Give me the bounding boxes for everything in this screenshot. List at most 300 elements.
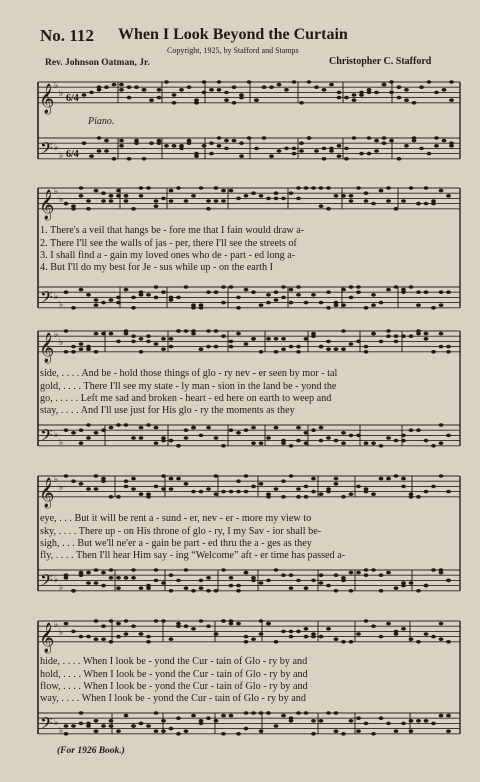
flat-sign: ♭	[59, 583, 64, 593]
note-head	[299, 101, 304, 105]
note-head	[221, 334, 226, 338]
note-head	[394, 340, 399, 344]
note-head	[409, 428, 414, 432]
note-head	[139, 194, 144, 198]
note-head	[157, 96, 162, 100]
note-head	[424, 290, 429, 294]
note-head	[274, 568, 279, 572]
note-head	[386, 477, 391, 481]
note-head	[334, 194, 339, 198]
note-head	[244, 428, 249, 432]
note-head	[296, 495, 301, 499]
note-head	[259, 619, 264, 623]
flat-sign: ♭	[54, 143, 59, 153]
note-head	[109, 426, 114, 430]
note-head	[202, 144, 207, 148]
note-head	[169, 296, 174, 300]
note-head	[431, 350, 436, 354]
note-head	[319, 719, 324, 723]
flat-sign: ♭	[59, 89, 64, 99]
note-head	[101, 428, 106, 432]
note-head	[89, 91, 94, 95]
note-head	[386, 334, 391, 338]
flat-sign: ♭	[54, 575, 59, 585]
note-head	[139, 186, 144, 190]
note-head	[364, 306, 369, 310]
note-head	[416, 428, 421, 432]
note-head	[109, 194, 114, 198]
note-head	[439, 303, 444, 307]
note-head	[334, 477, 339, 481]
note-head	[412, 101, 417, 105]
note-head	[79, 194, 84, 198]
note-head	[131, 306, 136, 310]
note-head	[71, 207, 76, 211]
note-head	[206, 716, 211, 720]
note-head	[101, 624, 106, 628]
note-head	[86, 487, 91, 491]
note-head	[446, 345, 451, 349]
flat-sign: ♭	[54, 81, 59, 91]
note-head	[334, 482, 339, 486]
note-head	[311, 632, 316, 636]
note-head	[94, 189, 99, 193]
note-head	[356, 186, 361, 190]
note-head	[206, 487, 211, 491]
note-head	[439, 474, 444, 478]
note-head	[247, 80, 252, 84]
treble-clef: 𝄞	[39, 332, 55, 363]
note-head	[229, 584, 234, 588]
note-head	[319, 186, 324, 190]
note-head	[424, 186, 429, 190]
note-head	[71, 431, 76, 435]
note-head	[164, 144, 169, 148]
note-head	[364, 619, 369, 623]
note-head	[247, 136, 252, 140]
note-head	[236, 332, 241, 336]
note-head	[289, 345, 294, 349]
note-head	[349, 194, 354, 198]
note-head	[319, 345, 324, 349]
note-head	[79, 342, 84, 346]
note-head	[169, 199, 174, 203]
note-head	[304, 431, 309, 435]
note-head	[202, 91, 207, 95]
note-head	[239, 141, 244, 145]
note-head	[101, 724, 106, 728]
note-head	[427, 80, 432, 84]
note-head	[139, 632, 144, 636]
note-head	[404, 98, 409, 102]
note-head	[191, 426, 196, 430]
note-head	[236, 589, 241, 593]
note-head	[124, 329, 129, 333]
note-head	[296, 579, 301, 583]
note-head	[94, 637, 99, 641]
note-head	[94, 487, 99, 491]
note-head	[172, 144, 177, 148]
note-head	[349, 719, 354, 723]
note-head	[367, 152, 372, 156]
note-head	[251, 576, 256, 580]
note-head	[139, 436, 144, 440]
note-head	[329, 83, 334, 87]
note-head	[94, 350, 99, 354]
note-head	[281, 495, 286, 499]
note-head	[116, 586, 121, 590]
note-head	[187, 141, 192, 145]
note-head	[131, 296, 136, 300]
note-head	[314, 149, 319, 153]
note-head	[401, 584, 406, 588]
note-head	[206, 576, 211, 580]
note-head	[371, 568, 376, 572]
bass-clef: 𝄢	[40, 137, 53, 162]
note-head	[394, 586, 399, 590]
note-head	[191, 714, 196, 718]
note-head	[179, 88, 184, 92]
note-head	[214, 632, 219, 636]
note-head	[266, 711, 271, 715]
note-head	[439, 290, 444, 294]
note-head	[124, 576, 129, 580]
note-head	[89, 154, 94, 158]
note-head	[94, 298, 99, 302]
note-head	[169, 189, 174, 193]
note-head	[416, 303, 421, 307]
note-head	[214, 474, 219, 478]
note-head	[191, 303, 196, 307]
note-head	[131, 568, 136, 572]
note-head	[319, 204, 324, 208]
note-head	[449, 98, 454, 102]
note-head	[419, 147, 424, 151]
note-head	[386, 436, 391, 440]
note-head	[277, 83, 282, 87]
treble-clef: 𝄞	[39, 189, 55, 220]
note-head	[281, 714, 286, 718]
note-head	[232, 85, 237, 89]
note-head	[296, 439, 301, 443]
note-head	[401, 627, 406, 631]
note-head	[146, 492, 151, 496]
note-head	[184, 624, 189, 628]
note-head	[266, 579, 271, 583]
note-head	[199, 579, 204, 583]
note-head	[206, 426, 211, 430]
note-head	[304, 441, 309, 445]
note-head	[101, 571, 106, 575]
note-head	[404, 144, 409, 148]
note-head	[229, 576, 234, 580]
note-head	[299, 149, 304, 153]
note-head	[206, 345, 211, 349]
note-head	[356, 340, 361, 344]
note-head	[319, 426, 324, 430]
note-head	[206, 199, 211, 203]
note-head	[101, 479, 106, 483]
note-head	[214, 345, 219, 349]
note-head	[352, 93, 357, 97]
note-head	[281, 337, 286, 341]
note-head	[229, 428, 234, 432]
note-head	[259, 194, 264, 198]
note-head	[356, 716, 361, 720]
note-head	[229, 490, 234, 494]
note-head	[386, 329, 391, 333]
note-head	[446, 290, 451, 294]
note-head	[124, 288, 129, 292]
note-head	[394, 632, 399, 636]
note-head	[64, 622, 69, 626]
note-head	[79, 347, 84, 351]
note-head	[221, 619, 226, 623]
note-head	[161, 581, 166, 585]
treble-clef: 𝄞	[39, 622, 55, 653]
note-head	[289, 573, 294, 577]
note-head	[214, 436, 219, 440]
note-head	[446, 579, 451, 583]
note-head	[127, 96, 132, 100]
treble-clef: 𝄞	[39, 83, 55, 114]
note-head	[337, 96, 342, 100]
note-head	[289, 301, 294, 305]
note-head	[134, 85, 139, 89]
note-head	[86, 293, 91, 297]
note-head	[124, 199, 129, 203]
note-head	[94, 303, 99, 307]
note-head	[371, 492, 376, 496]
note-head	[446, 714, 451, 718]
note-head	[244, 711, 249, 715]
note-head	[157, 88, 162, 92]
note-head	[304, 711, 309, 715]
note-head	[229, 340, 234, 344]
note-head	[64, 724, 69, 728]
note-head	[439, 441, 444, 445]
note-head	[274, 290, 279, 294]
note-head	[379, 716, 384, 720]
note-head	[274, 640, 279, 644]
note-head	[416, 640, 421, 644]
note-head	[409, 637, 414, 641]
note-head	[191, 589, 196, 593]
note-head	[131, 477, 136, 481]
note-head	[386, 288, 391, 292]
note-head	[206, 290, 211, 294]
note-head	[326, 186, 331, 190]
note-head	[199, 619, 204, 623]
note-head	[184, 199, 189, 203]
note-head	[119, 83, 124, 87]
note-head	[259, 350, 264, 354]
note-head	[71, 589, 76, 593]
note-head	[139, 290, 144, 294]
note-head	[409, 285, 414, 289]
note-head	[326, 207, 331, 211]
note-head	[214, 492, 219, 496]
note-head	[131, 624, 136, 628]
note-head	[251, 191, 256, 195]
note-head	[139, 426, 144, 430]
composer-credit: Christopher C. Stafford	[329, 56, 432, 67]
note-head	[101, 332, 106, 336]
note-head	[374, 91, 379, 95]
note-head	[179, 144, 184, 148]
note-head	[139, 337, 144, 341]
note-head	[109, 298, 114, 302]
note-head	[326, 627, 331, 631]
note-head	[176, 624, 181, 628]
flat-sign: ♭	[54, 187, 59, 197]
note-head	[169, 727, 174, 731]
note-head	[94, 568, 99, 572]
hymn-title: When I Look Beyond the Curtain	[118, 26, 348, 43]
note-head	[229, 285, 234, 289]
note-head	[199, 586, 204, 590]
note-head	[161, 619, 166, 623]
note-head	[127, 85, 132, 89]
note-head	[416, 719, 421, 723]
note-head	[341, 732, 346, 736]
note-head	[274, 197, 279, 201]
note-head	[311, 332, 316, 336]
note-head	[104, 149, 109, 153]
note-head	[97, 85, 102, 89]
note-head	[161, 729, 166, 733]
note-head	[251, 290, 256, 294]
note-head	[431, 444, 436, 448]
note-head	[154, 199, 159, 203]
note-head	[199, 303, 204, 307]
note-head	[337, 144, 342, 148]
bass-clef: 𝄢	[40, 286, 53, 311]
note-head	[86, 571, 91, 575]
note-head	[206, 329, 211, 333]
note-head	[401, 199, 406, 203]
note-head	[259, 441, 264, 445]
note-head	[71, 479, 76, 483]
note-head	[344, 157, 349, 161]
note-head	[169, 487, 174, 491]
note-head	[266, 436, 271, 440]
note-head	[446, 434, 451, 438]
note-head	[157, 141, 162, 145]
note-head	[64, 202, 69, 206]
note-head	[344, 147, 349, 151]
note-head	[209, 88, 214, 92]
note-head	[274, 298, 279, 302]
note-head	[206, 624, 211, 628]
note-head	[367, 88, 372, 92]
note-head	[244, 490, 249, 494]
note-head	[64, 350, 69, 354]
flat-sign: ♭	[54, 475, 59, 485]
note-head	[364, 490, 369, 494]
note-head	[356, 632, 361, 636]
note-head	[169, 477, 174, 481]
note-head	[281, 439, 286, 443]
lyric-line: stay, . . . . And I'll use just for His glo - ry the moments as they	[40, 405, 295, 416]
note-head	[442, 88, 447, 92]
note-head	[259, 482, 264, 486]
note-head	[304, 485, 309, 489]
note-head	[64, 428, 69, 432]
note-head	[172, 101, 177, 105]
note-head	[229, 619, 234, 623]
note-head	[431, 722, 436, 726]
note-head	[124, 485, 129, 489]
note-head	[214, 199, 219, 203]
note-head	[304, 186, 309, 190]
note-head	[176, 579, 181, 583]
note-head	[184, 436, 189, 440]
note-head	[109, 568, 114, 572]
note-head	[319, 581, 324, 585]
note-head	[149, 98, 154, 102]
note-head	[79, 428, 84, 432]
note-head	[79, 441, 84, 445]
note-head	[221, 568, 226, 572]
flat-sign: ♭	[59, 151, 64, 161]
note-head	[311, 719, 316, 723]
note-head	[394, 439, 399, 443]
note-head	[416, 329, 421, 333]
note-head	[101, 637, 106, 641]
lyric-line: sky, . . . . There up - on His throne of glo - ry, I my Sav - ior shall be-	[40, 526, 322, 537]
note-head	[296, 197, 301, 201]
note-head	[296, 345, 301, 349]
note-head	[94, 332, 99, 336]
note-head	[221, 189, 226, 193]
note-head	[311, 428, 316, 432]
note-head	[86, 345, 91, 349]
note-head	[146, 640, 151, 644]
note-head	[154, 285, 159, 289]
note-head	[224, 98, 229, 102]
note-head	[379, 477, 384, 481]
note-head	[359, 93, 364, 97]
flat-sign: ♭	[59, 483, 64, 493]
note-head	[209, 141, 214, 145]
note-head	[199, 719, 204, 723]
note-head	[161, 439, 166, 443]
note-head	[409, 719, 414, 723]
note-head	[401, 485, 406, 489]
note-head	[124, 194, 129, 198]
note-head	[326, 711, 331, 715]
note-head	[404, 88, 409, 92]
lyric-line: hold, . . . . When I look be - yond the Cur - tain of Glo - ry by and	[40, 669, 308, 680]
note-head	[221, 490, 226, 494]
note-head	[154, 568, 159, 572]
note-head	[386, 622, 391, 626]
note-head	[266, 293, 271, 297]
treble-clef: 𝄞	[39, 477, 55, 508]
note-head	[217, 136, 222, 140]
note-head	[262, 85, 267, 89]
flat-sign: ♭	[59, 338, 64, 348]
note-head	[109, 495, 114, 499]
note-head	[176, 444, 181, 448]
bass-clef: 𝄢	[40, 712, 53, 737]
note-head	[424, 202, 429, 206]
note-head	[139, 350, 144, 354]
note-head	[86, 423, 91, 427]
note-head	[109, 576, 114, 580]
note-head	[71, 724, 76, 728]
